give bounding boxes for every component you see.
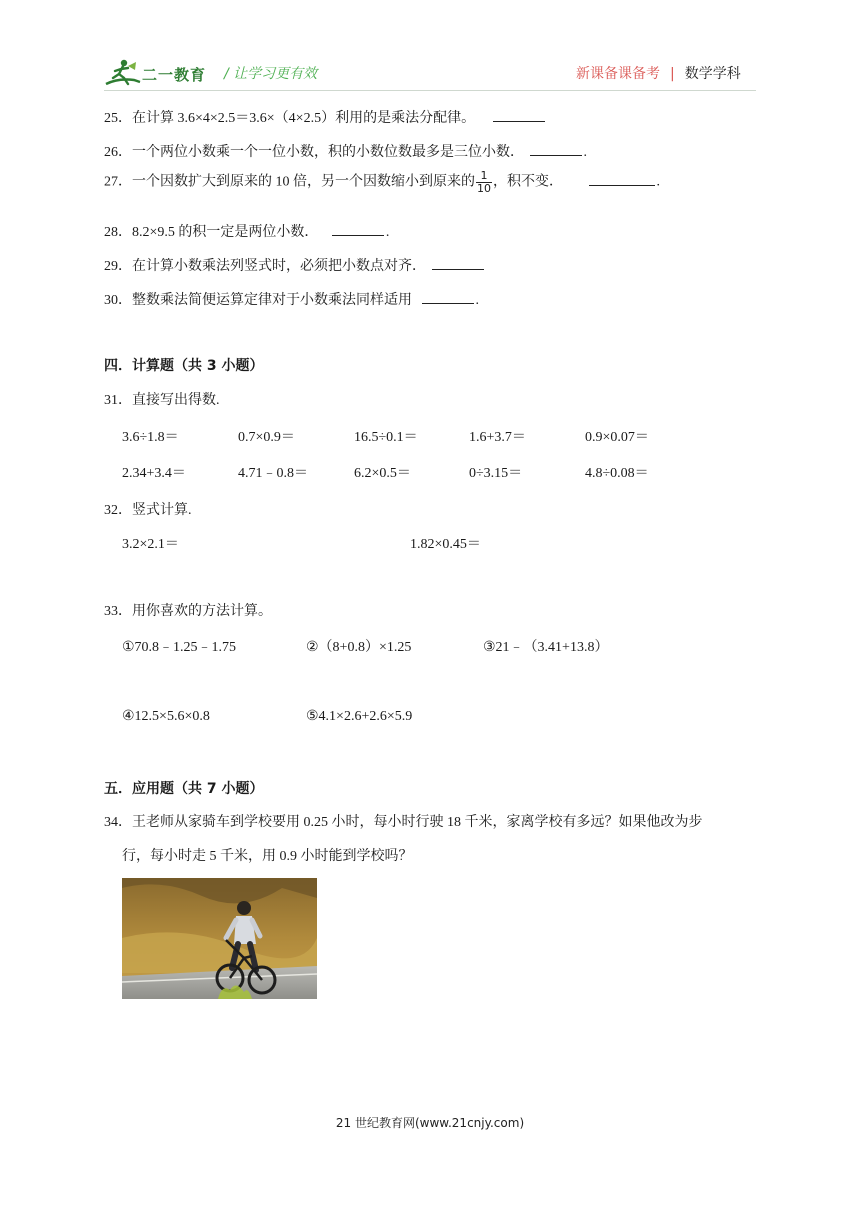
question-text: 用你喜欢的方法计算。 xyxy=(132,604,272,619)
question-number: 27． xyxy=(104,174,132,190)
question-number: 25． xyxy=(104,111,132,126)
question-text: 在计算小数乘法列竖式时，必须把小数点对齐． xyxy=(132,259,426,274)
question-number: 30． xyxy=(104,293,132,308)
question-text-after: ，积不变． xyxy=(493,174,563,190)
answer-blank[interactable] xyxy=(432,257,484,270)
calc-item: 6.2×0.5＝ xyxy=(354,466,411,481)
calc-item: 1.82×0.45＝ xyxy=(410,537,481,552)
question-number: 34． xyxy=(104,815,132,830)
calc-item: ②（8+0.8）×1.25 xyxy=(306,640,412,655)
question-number: 26． xyxy=(104,145,132,160)
question-tail: . xyxy=(656,174,660,190)
header-red-text: 新课备课备考 xyxy=(576,66,660,82)
question-text: 整数乘法简便运算定律对于小数乘法同样适用 xyxy=(132,293,412,308)
calc-item: ⑤4.1×2.6+2.6×5.9 xyxy=(306,709,413,724)
question-number: 31． xyxy=(104,393,132,408)
question-number: 33． xyxy=(104,604,132,619)
answer-blank[interactable] xyxy=(589,173,655,186)
header-subject-text: 数学学科 xyxy=(684,66,741,82)
question-number: 32． xyxy=(104,503,132,518)
calc-item: 2.34+3.4＝ xyxy=(122,466,186,481)
question-text: 一个因数扩大到原来的 10 倍，另一个因数缩小到原来的 xyxy=(132,174,475,190)
question-number: 28． xyxy=(104,225,132,240)
question-tail: . xyxy=(583,145,587,160)
question-28 xyxy=(104,221,389,241)
section-title-4: 四．计算题（共 3 小题） xyxy=(104,358,264,374)
calc-item: 4.8÷0.08＝ xyxy=(585,466,649,481)
calc-item: 0.7×0.9＝ xyxy=(238,430,295,445)
calc-item: 3.2×2.1＝ xyxy=(122,537,179,552)
header-separator: | xyxy=(670,66,675,82)
fraction xyxy=(476,170,492,195)
calc-item: 16.5÷0.1＝ xyxy=(354,430,418,445)
calc-item: 0÷3.15＝ xyxy=(469,466,523,481)
question-text: 直接写出得数. xyxy=(132,393,220,408)
question-32 xyxy=(104,499,192,519)
question-29 xyxy=(104,255,486,275)
question-34-line1 xyxy=(104,811,703,831)
question-33 xyxy=(104,600,272,620)
calc-item: 0.9×0.07＝ xyxy=(585,430,649,445)
fraction-denominator: 10 xyxy=(477,182,491,195)
cyclist-photo xyxy=(122,878,317,999)
question-number: 29． xyxy=(104,259,132,274)
calc-item: ④12.5×5.6×0.8 xyxy=(122,709,210,724)
page-footer: 21 世纪教育网(www.21cnjy.com) xyxy=(335,1116,525,1130)
question-text: 王老师从家骑车到学校要用 0.25 小时，每小时行驶 18 千米，家离学校有多远？如果他改为步 xyxy=(132,815,703,830)
question-tail: . xyxy=(475,293,479,308)
slogan: / 让学习更有效 xyxy=(224,66,318,82)
calc-item: 3.6÷1.8＝ xyxy=(122,430,179,445)
question-34-line2: 行，每小时走 5 千米，用 0.9 小时能到学校吗？ xyxy=(122,849,413,864)
calc-item: 4.71﹣0.8＝ xyxy=(238,466,308,481)
question-25 xyxy=(104,107,547,127)
question-text: 8.2×9.5 的积一定是两位小数． xyxy=(132,225,319,240)
answer-blank[interactable] xyxy=(493,109,545,122)
answer-blank[interactable] xyxy=(332,223,384,236)
fraction-numerator: 1 xyxy=(476,170,492,183)
question-27 xyxy=(104,170,660,195)
answer-blank[interactable] xyxy=(530,143,582,156)
question-26 xyxy=(104,141,587,161)
question-text: 一个两位小数乘一个一位小数，积的小数位数最多是三位小数． xyxy=(132,145,524,160)
header-subject xyxy=(576,63,741,83)
calc-item: ③21﹣（3.41+13.8） xyxy=(483,640,609,655)
question-text: 竖式计算. xyxy=(132,503,192,518)
question-30 xyxy=(104,289,479,309)
question-text: 在计算 3.6×4×2.5＝3.6×（4×2.5）利用的是乘法分配律。 xyxy=(132,111,476,126)
header-divider xyxy=(104,90,756,91)
calc-item: ①70.8﹣1.25﹣1.75 xyxy=(122,640,237,655)
section-title-5: 五．应用题（共 7 小题） xyxy=(104,781,264,797)
calc-item: 1.6+3.7＝ xyxy=(469,430,526,445)
answer-blank[interactable] xyxy=(422,291,474,304)
question-tail: . xyxy=(385,225,390,240)
logo-text: 二一教育 xyxy=(142,66,207,84)
question-31 xyxy=(104,389,220,409)
